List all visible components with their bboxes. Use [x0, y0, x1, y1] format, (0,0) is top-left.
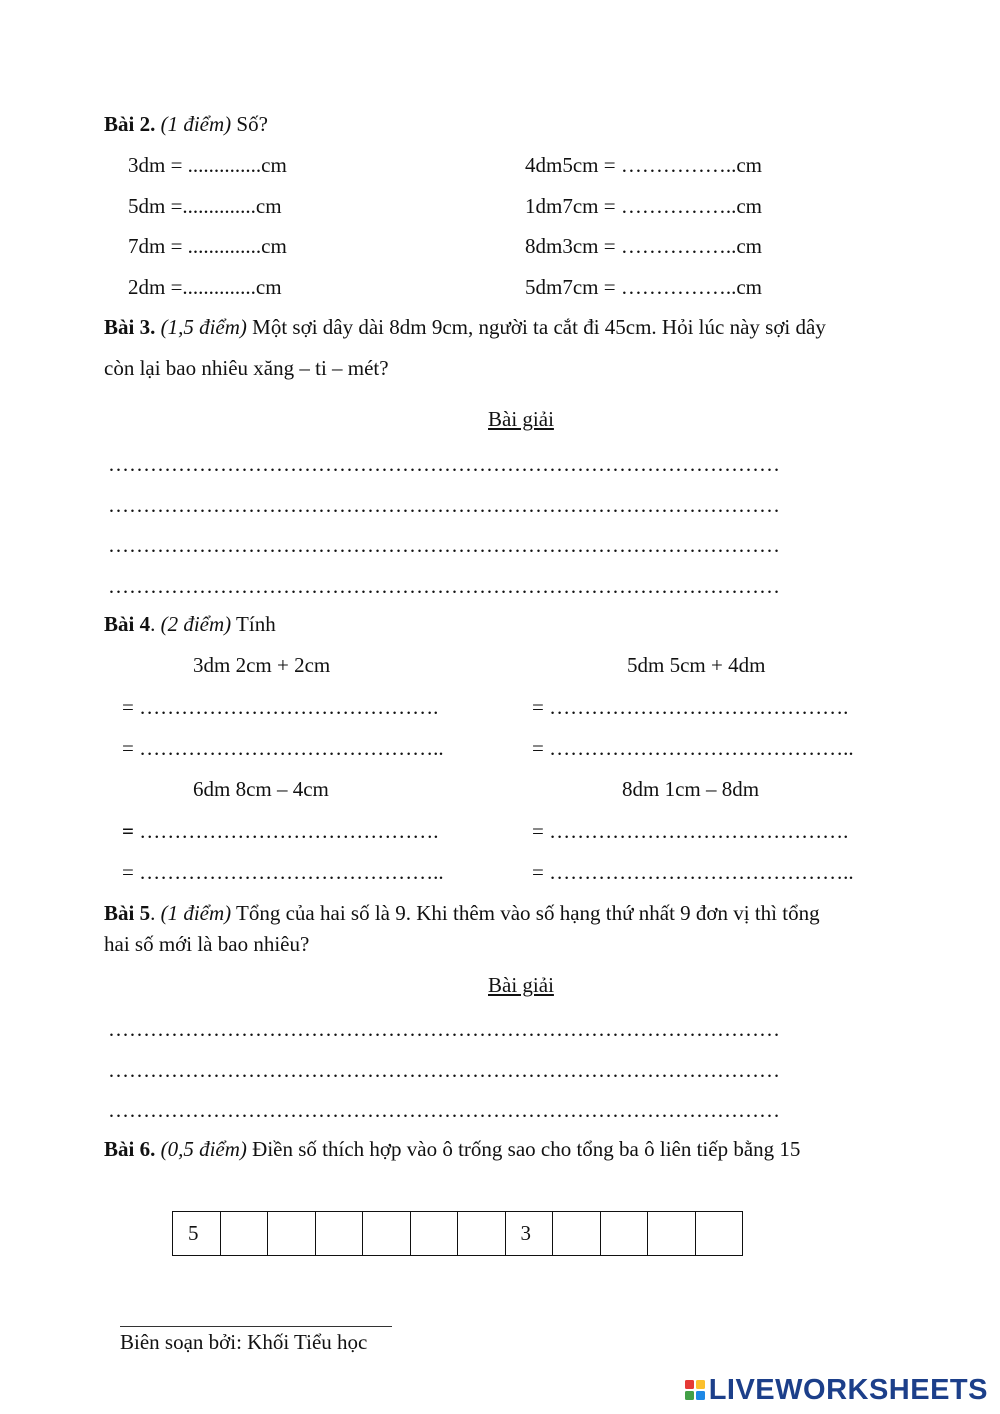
bai5-line1	[104, 900, 820, 926]
bai3-title: Bài 3.	[104, 315, 156, 339]
bai6-text: Điền số thích hợp vào ô trống sao cho tổng ba ô liên tiếp bằng 15	[252, 1137, 801, 1161]
bai3-points: (1,5 điểm)	[160, 315, 247, 339]
footer-divider	[120, 1326, 392, 1327]
bai6-cell-11[interactable]	[648, 1211, 696, 1256]
bai5-points: (1 điểm)	[160, 901, 232, 925]
bai4-expr1-step1[interactable]: = …………………………………….	[122, 695, 439, 719]
liveworksheets-brand	[685, 1374, 988, 1406]
bai4-expr2-step1[interactable]: = …………………………………….	[532, 695, 849, 719]
bai6-cell-2[interactable]	[221, 1211, 269, 1256]
bai3-answer-line-3[interactable]: ……………………………………………………………………………………	[108, 533, 780, 557]
logo-square-blue	[696, 1391, 705, 1400]
bai6-cell-3[interactable]	[268, 1211, 316, 1256]
bai6-line	[104, 1136, 800, 1162]
bai4-expr2-step2[interactable]: = ……………………………………..	[532, 736, 854, 760]
bai6-number-row	[172, 1211, 743, 1256]
bai3-text-1: Một sợi dây dài 8dm 9cm, người ta cắt đi 45cm. Hỏi lúc này sợi dây	[252, 315, 826, 339]
bai2-left-2[interactable]: 5dm =..............cm	[128, 194, 282, 218]
logo-square-green	[685, 1391, 694, 1400]
bai5-text-1: Tổng của hai số là 9. Khi thêm vào số hạng thứ nhất 9 đơn vị thì tổng	[236, 901, 820, 925]
bai4-points: (2 điểm)	[160, 612, 232, 636]
bai3-answer-line-4[interactable]: ……………………………………………………………………………………	[108, 574, 780, 598]
liveworksheets-wordmark: LIVEWORKSHEETS	[708, 1373, 988, 1406]
bai6-title: Bài 6.	[104, 1137, 156, 1161]
bai2-left-1[interactable]: 3dm = ..............cm	[128, 153, 287, 177]
bai2-right-3[interactable]: 8dm3cm = ……………..cm	[525, 234, 762, 258]
bai6-cell-9[interactable]	[553, 1211, 601, 1256]
bai3-answer-line-1[interactable]: ……………………………………………………………………………………	[108, 452, 780, 476]
bai4-expr-4: 8dm 1cm – 8dm	[622, 777, 760, 801]
bai2-heading-line	[104, 111, 268, 137]
bai6-cell-8: 3	[506, 1211, 554, 1256]
bai4-heading-line	[104, 611, 276, 637]
bai2-right-2[interactable]: 1dm7cm = ……………..cm	[525, 194, 762, 218]
bai5-answer-line-2[interactable]: ……………………………………………………………………………………	[108, 1058, 780, 1082]
bai5-answer-line-1[interactable]: ……………………………………………………………………………………	[108, 1017, 780, 1041]
bai6-cell-5[interactable]	[363, 1211, 411, 1256]
bai4-expr-2: 5dm 5cm + 4dm	[627, 653, 766, 677]
bai5-answer-line-3[interactable]: ……………………………………………………………………………………	[108, 1098, 780, 1122]
bai2-right-4[interactable]: 5dm7cm = ……………..cm	[525, 275, 762, 299]
footer-credit: Biên soạn bởi: Khối Tiểu học	[120, 1330, 368, 1354]
bai4-expr3-step2[interactable]: = ……………………………………..	[122, 860, 444, 884]
logo-square-yellow	[696, 1380, 705, 1389]
bai3-line1	[104, 314, 826, 340]
bai4-expr-3: 6dm 8cm – 4cm	[193, 777, 329, 801]
bai4-expr3-step1[interactable]	[122, 818, 438, 844]
bai2-prompt: Số?	[236, 112, 268, 136]
bai4-expr-1: 3dm 2cm + 2cm	[193, 653, 331, 677]
bai5-sep: .	[150, 901, 156, 925]
bai2-left-3[interactable]: 7dm = ..............cm	[128, 234, 287, 258]
bai5-title: Bài 5	[104, 901, 151, 925]
bai4-prompt: Tính	[236, 612, 276, 636]
bai4-expr3-step1-dots: …………………………………….	[133, 819, 439, 843]
bai3-answer-line-2[interactable]: ……………………………………………………………………………………	[108, 493, 780, 517]
bai2-title: Bài 2.	[104, 112, 156, 136]
bai5-text-2: hai số mới là bao nhiêu?	[104, 932, 310, 956]
bai4-expr3-equals: =	[122, 819, 134, 843]
bai4-expr1-step2[interactable]: = ……………………………………..	[122, 736, 444, 760]
bai5-solution-title: Bài giải	[488, 973, 554, 997]
bai3-solution-title: Bài giải	[488, 407, 554, 431]
bai4-expr4-step2[interactable]: = ……………………………………..	[532, 860, 854, 884]
bai6-cell-6[interactable]	[411, 1211, 459, 1256]
bai2-right-1[interactable]: 4dm5cm = ……………..cm	[525, 153, 762, 177]
bai3-text-2: còn lại bao nhiêu xăng – ti – mét?	[104, 356, 389, 380]
bai2-left-4[interactable]: 2dm =..............cm	[128, 275, 282, 299]
bai4-expr4-step1[interactable]: = …………………………………….	[532, 819, 849, 843]
bai6-points: (0,5 điểm)	[160, 1137, 247, 1161]
bai6-cell-10[interactable]	[601, 1211, 649, 1256]
logo-square-red	[685, 1380, 694, 1389]
bai6-cell-1: 5	[173, 1211, 221, 1256]
bai6-cell-12[interactable]	[696, 1211, 744, 1256]
bai6-cell-4[interactable]	[316, 1211, 364, 1256]
bai2-points: (1 điểm)	[160, 112, 232, 136]
liveworksheets-logo-icon	[685, 1380, 705, 1400]
bai6-cell-7[interactable]	[458, 1211, 506, 1256]
bai4-sep: .	[150, 612, 156, 636]
bai4-title: Bài 4	[104, 612, 151, 636]
